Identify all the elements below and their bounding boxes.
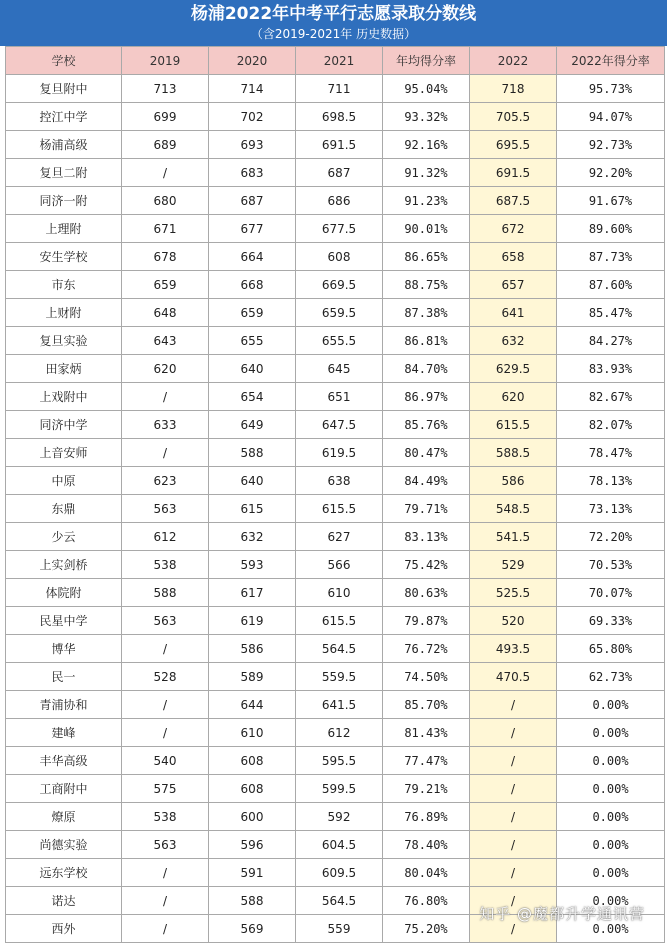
cell-avg-rate: 83.13% [383,523,470,551]
cell-y2022: 529 [470,551,557,579]
cell-rate-2022: 83.93% [557,355,665,383]
cell-y2019: 643 [122,327,209,355]
cell-avg-rate: 77.47% [383,747,470,775]
cell-avg-rate: 86.65% [383,243,470,271]
cell-y2020: 596 [209,831,296,859]
cell-avg-rate: 84.70% [383,355,470,383]
cell-y2021: 564.5 [296,635,383,663]
cell-y2021: 559 [296,915,383,943]
page-subtitle: （含2019-2021年 历史数据） [250,27,417,41]
cell-y2022: 541.5 [470,523,557,551]
score-table [5,46,665,943]
cell-school: 中原 [6,467,122,495]
cell-y2019: 612 [122,523,209,551]
cell-avg-rate: 75.20% [383,915,470,943]
cell-rate-2022: 70.53% [557,551,665,579]
table-row [6,719,665,747]
column-header-y2020: 2020 [209,47,296,75]
cell-y2021: 647.5 [296,411,383,439]
cell-avg-rate: 93.32% [383,103,470,131]
cell-y2022: 687.5 [470,187,557,215]
cell-y2020: 668 [209,271,296,299]
cell-y2022: 632 [470,327,557,355]
cell-y2019: 648 [122,299,209,327]
cell-rate-2022: 65.80% [557,635,665,663]
column-header-school: 学校 [6,47,122,75]
table-row [6,831,665,859]
cell-y2021: 638 [296,467,383,495]
cell-avg-rate: 86.97% [383,383,470,411]
table-row [6,635,665,663]
cell-y2022: / [470,887,557,915]
cell-rate-2022: 0.00% [557,859,665,887]
column-header-y2021: 2021 [296,47,383,75]
cell-y2020: 644 [209,691,296,719]
cell-school: 复旦实验 [6,327,122,355]
cell-y2020: 600 [209,803,296,831]
cell-avg-rate: 80.47% [383,439,470,467]
cell-y2020: 649 [209,411,296,439]
table-row [6,299,665,327]
table-row [6,215,665,243]
cell-rate-2022: 0.00% [557,775,665,803]
cell-avg-rate: 90.01% [383,215,470,243]
table-row [6,803,665,831]
cell-y2021: 559.5 [296,663,383,691]
cell-y2021: 677.5 [296,215,383,243]
cell-y2020: 693 [209,131,296,159]
cell-y2021: 698.5 [296,103,383,131]
cell-avg-rate: 78.40% [383,831,470,859]
cell-rate-2022: 85.47% [557,299,665,327]
cell-y2020: 687 [209,187,296,215]
cell-y2022: 629.5 [470,355,557,383]
cell-y2019: 538 [122,803,209,831]
cell-rate-2022: 91.67% [557,187,665,215]
cell-avg-rate: 85.76% [383,411,470,439]
cell-rate-2022: 89.60% [557,215,665,243]
watermark: 知乎 @魔都升学通讯营 [479,905,645,923]
cell-y2020: 632 [209,523,296,551]
table-body [6,75,665,943]
cell-avg-rate: 86.81% [383,327,470,355]
cell-rate-2022: 82.67% [557,383,665,411]
cell-y2020: 714 [209,75,296,103]
cell-y2021: 599.5 [296,775,383,803]
cell-y2021: 711 [296,75,383,103]
cell-y2022: 672 [470,215,557,243]
cell-avg-rate: 84.49% [383,467,470,495]
cell-y2021: 608 [296,243,383,271]
cell-y2019: 680 [122,187,209,215]
cell-y2021: 615.5 [296,495,383,523]
cell-y2019: / [122,691,209,719]
cell-y2019: 538 [122,551,209,579]
cell-y2021: 592 [296,803,383,831]
cell-y2020: 586 [209,635,296,663]
cell-rate-2022: 0.00% [557,691,665,719]
table-row [6,131,665,159]
cell-school: 控江中学 [6,103,122,131]
cell-y2021: 687 [296,159,383,187]
cell-y2022: / [470,775,557,803]
cell-y2022: 705.5 [470,103,557,131]
cell-y2020: 654 [209,383,296,411]
cell-y2021: 655.5 [296,327,383,355]
column-header-rate-2022: 2022年得分率 [557,47,665,75]
cell-school: 上财附 [6,299,122,327]
cell-y2019: 671 [122,215,209,243]
cell-rate-2022: 0.00% [557,915,665,943]
cell-y2022: / [470,859,557,887]
cell-y2019: 563 [122,495,209,523]
cell-y2019: 689 [122,131,209,159]
table-row [6,495,665,523]
cell-school: 民星中学 [6,607,122,635]
cell-rate-2022: 78.47% [557,439,665,467]
cell-rate-2022: 92.73% [557,131,665,159]
cell-y2019: / [122,887,209,915]
cell-y2020: 683 [209,159,296,187]
table-row [6,607,665,635]
cell-y2019: 588 [122,579,209,607]
cell-y2021: 619.5 [296,439,383,467]
cell-y2021: 604.5 [296,831,383,859]
cell-rate-2022: 70.07% [557,579,665,607]
cell-avg-rate: 92.16% [383,131,470,159]
cell-avg-rate: 81.43% [383,719,470,747]
cell-y2020: 588 [209,887,296,915]
cell-y2020: 615 [209,495,296,523]
cell-y2019: 633 [122,411,209,439]
table-header [6,47,665,75]
table-row [6,187,665,215]
column-header-avg-rate: 年均得分率 [383,47,470,75]
cell-y2019: / [122,719,209,747]
cell-y2020: 608 [209,775,296,803]
cell-rate-2022: 0.00% [557,803,665,831]
cell-school: 杨浦高级 [6,131,122,159]
cell-avg-rate: 80.04% [383,859,470,887]
cell-school: 尚德实验 [6,831,122,859]
cell-y2022: 520 [470,607,557,635]
cell-y2020: 588 [209,439,296,467]
cell-y2019: 678 [122,243,209,271]
cell-y2020: 569 [209,915,296,943]
cell-y2021: 659.5 [296,299,383,327]
cell-avg-rate: 95.04% [383,75,470,103]
cell-school: 民一 [6,663,122,691]
cell-school: 复旦二附 [6,159,122,187]
cell-avg-rate: 91.23% [383,187,470,215]
cell-rate-2022: 73.13% [557,495,665,523]
cell-school: 同济中学 [6,411,122,439]
column-header-y2019: 2019 [122,47,209,75]
cell-school: 复旦附中 [6,75,122,103]
cell-rate-2022: 87.73% [557,243,665,271]
cell-school: 西外 [6,915,122,943]
cell-avg-rate: 87.38% [383,299,470,327]
cell-y2022: / [470,719,557,747]
cell-y2022: 493.5 [470,635,557,663]
cell-y2022: 718 [470,75,557,103]
table-row [6,75,665,103]
cell-y2021: 686 [296,187,383,215]
cell-school: 安生学校 [6,243,122,271]
cell-y2022: / [470,747,557,775]
cell-avg-rate: 79.21% [383,775,470,803]
cell-school: 同济一附 [6,187,122,215]
table-row [6,775,665,803]
cell-y2022: / [470,831,557,859]
cell-rate-2022: 0.00% [557,887,665,915]
cell-y2022: 615.5 [470,411,557,439]
cell-y2020: 702 [209,103,296,131]
cell-y2019: 713 [122,75,209,103]
cell-rate-2022: 92.20% [557,159,665,187]
cell-y2019: 563 [122,831,209,859]
page-title: 杨浦2022年中考平行志愿录取分数线 [190,4,477,24]
cell-y2019: / [122,439,209,467]
cell-rate-2022: 94.07% [557,103,665,131]
cell-school: 丰华高级 [6,747,122,775]
cell-y2021: 641.5 [296,691,383,719]
table-row [6,439,665,467]
cell-y2022: 588.5 [470,439,557,467]
table-row [6,271,665,299]
cell-school: 上理附 [6,215,122,243]
cell-y2019: 563 [122,607,209,635]
cell-y2021: 645 [296,355,383,383]
cell-y2019: 540 [122,747,209,775]
cell-y2021: 669.5 [296,271,383,299]
cell-avg-rate: 80.63% [383,579,470,607]
cell-school: 远东学校 [6,859,122,887]
cell-y2019: 699 [122,103,209,131]
header-row [6,47,665,75]
cell-y2022: 658 [470,243,557,271]
cell-rate-2022: 87.60% [557,271,665,299]
cell-y2021: 564.5 [296,887,383,915]
cell-y2022: 620 [470,383,557,411]
cell-school: 上音安师 [6,439,122,467]
cell-y2022: 548.5 [470,495,557,523]
table-row [6,691,665,719]
cell-y2021: 609.5 [296,859,383,887]
cell-y2020: 591 [209,859,296,887]
cell-y2021: 651 [296,383,383,411]
cell-y2020: 640 [209,467,296,495]
table-row [6,663,665,691]
cell-y2022: 657 [470,271,557,299]
cell-school: 上戏附中 [6,383,122,411]
cell-avg-rate: 76.89% [383,803,470,831]
cell-y2021: 610 [296,579,383,607]
cell-y2022: 691.5 [470,159,557,187]
cell-avg-rate: 88.75% [383,271,470,299]
cell-y2021: 566 [296,551,383,579]
cell-avg-rate: 79.87% [383,607,470,635]
cell-y2019: 623 [122,467,209,495]
cell-y2020: 608 [209,747,296,775]
cell-y2019: / [122,635,209,663]
table-row [6,747,665,775]
cell-y2019: 528 [122,663,209,691]
cell-y2019: / [122,915,209,943]
cell-y2020: 640 [209,355,296,383]
table-row [6,467,665,495]
cell-y2019: 620 [122,355,209,383]
table-row [6,523,665,551]
cell-y2020: 619 [209,607,296,635]
cell-y2019: / [122,383,209,411]
cell-school: 青浦协和 [6,691,122,719]
column-header-y2022: 2022 [470,47,557,75]
cell-rate-2022: 82.07% [557,411,665,439]
cell-y2022: 525.5 [470,579,557,607]
cell-school: 博华 [6,635,122,663]
cell-y2021: 691.5 [296,131,383,159]
cell-y2019: / [122,159,209,187]
cell-y2020: 677 [209,215,296,243]
table-row [6,103,665,131]
table-row [6,411,665,439]
table-row [6,579,665,607]
cell-school: 工商附中 [6,775,122,803]
cell-y2021: 627 [296,523,383,551]
cell-school: 市东 [6,271,122,299]
cell-avg-rate: 79.71% [383,495,470,523]
cell-school: 东鼎 [6,495,122,523]
cell-y2022: 695.5 [470,131,557,159]
cell-y2019: 575 [122,775,209,803]
cell-rate-2022: 69.33% [557,607,665,635]
cell-y2020: 589 [209,663,296,691]
cell-rate-2022: 72.20% [557,523,665,551]
cell-rate-2022: 0.00% [557,719,665,747]
cell-y2019: / [122,859,209,887]
cell-rate-2022: 0.00% [557,831,665,859]
cell-y2020: 593 [209,551,296,579]
table-row [6,159,665,187]
cell-school: 田家炳 [6,355,122,383]
cell-rate-2022: 78.13% [557,467,665,495]
table-row [6,327,665,355]
cell-y2022: / [470,915,557,943]
cell-avg-rate: 91.32% [383,159,470,187]
cell-avg-rate: 76.72% [383,635,470,663]
cell-y2020: 610 [209,719,296,747]
cell-y2022: / [470,691,557,719]
cell-y2022: 586 [470,467,557,495]
table-row [6,243,665,271]
cell-y2022: 641 [470,299,557,327]
cell-school: 上实剑桥 [6,551,122,579]
cell-y2020: 655 [209,327,296,355]
cell-school: 燎原 [6,803,122,831]
cell-y2021: 612 [296,719,383,747]
cell-school: 少云 [6,523,122,551]
cell-rate-2022: 0.00% [557,747,665,775]
table-row [6,383,665,411]
table-row [6,355,665,383]
cell-y2020: 664 [209,243,296,271]
cell-y2022: 470.5 [470,663,557,691]
title-bar [0,0,667,46]
cell-y2021: 595.5 [296,747,383,775]
cell-avg-rate: 74.50% [383,663,470,691]
cell-school: 体院附 [6,579,122,607]
cell-school: 建峰 [6,719,122,747]
cell-y2022: / [470,803,557,831]
cell-y2021: 615.5 [296,607,383,635]
cell-y2020: 659 [209,299,296,327]
cell-y2020: 617 [209,579,296,607]
table-row [6,859,665,887]
cell-rate-2022: 84.27% [557,327,665,355]
cell-rate-2022: 95.73% [557,75,665,103]
cell-rate-2022: 62.73% [557,663,665,691]
cell-school: 诺达 [6,887,122,915]
table-row [6,551,665,579]
cell-avg-rate: 85.70% [383,691,470,719]
cell-y2019: 659 [122,271,209,299]
cell-avg-rate: 76.80% [383,887,470,915]
cell-avg-rate: 75.42% [383,551,470,579]
